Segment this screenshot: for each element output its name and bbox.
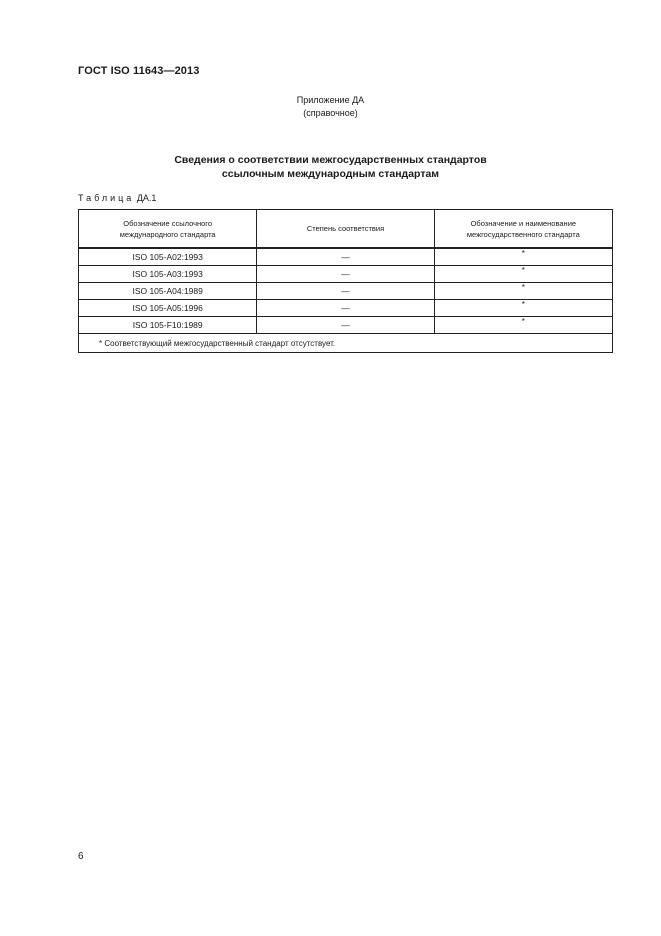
page-number: 6 [78,851,84,862]
section-title [0,153,661,181]
standard-designation: ГОСТ ISO 11643—2013 [78,65,200,77]
table-row [79,283,613,300]
cell-international-standard: ISO 105-F10:1989 [79,317,257,334]
cell-interstate-standard: * [434,300,612,317]
section-title-line-1: Сведения о соответствии межгосударственных стандартов [174,154,487,166]
cell-degree: — [257,317,434,334]
cell-interstate-standard: * [434,266,612,283]
cell-international-standard: ISO 105-A02:1993 [79,248,257,266]
cell-degree: — [257,266,434,283]
table-row [79,248,613,266]
cell-international-standard: ISO 105-A03:1993 [79,266,257,283]
cell-degree: — [257,248,434,266]
header-international-standard [79,210,257,249]
table-caption [78,193,156,203]
cell-international-standard: ISO 105-A04:1989 [79,283,257,300]
annex-subtitle: (справочное) [303,108,358,118]
table-header-row [79,210,613,249]
cell-interstate-standard: * [434,317,612,334]
table-footnote: * Соответствующий межгосударственный стандарт отсутствует. [79,334,613,353]
header-degree-of-correspondence [257,210,434,249]
table-row [79,266,613,283]
header-international-standard-line-2: международного стандарта [119,229,216,239]
cell-degree: — [257,283,434,300]
table-footnote-row [79,334,613,353]
header-degree-of-correspondence-line-1: Степень соответствия [306,224,385,233]
section-title-line-2: ссылочным международным стандартам [221,168,440,180]
table-caption-prefix: Таблица [78,193,135,203]
cell-international-standard: ISO 105-A05:1996 [79,300,257,317]
correspondence-table [78,209,613,353]
table-caption-number: ДА.1 [136,193,157,203]
header-interstate-standard-line-2: межгосударственного стандарта [466,229,580,239]
cell-interstate-standard: * [434,248,612,266]
cell-degree: — [257,300,434,317]
annex-heading [0,94,661,120]
header-interstate-standard [434,210,612,249]
table-row [79,317,613,334]
header-interstate-standard-line-1: Обозначение и наименование [470,218,577,228]
cell-interstate-standard: * [434,283,612,300]
header-international-standard-line-1: Обозначение ссылочного [123,218,213,228]
annex-title: Приложение ДА [296,95,365,105]
table-row [79,300,613,317]
